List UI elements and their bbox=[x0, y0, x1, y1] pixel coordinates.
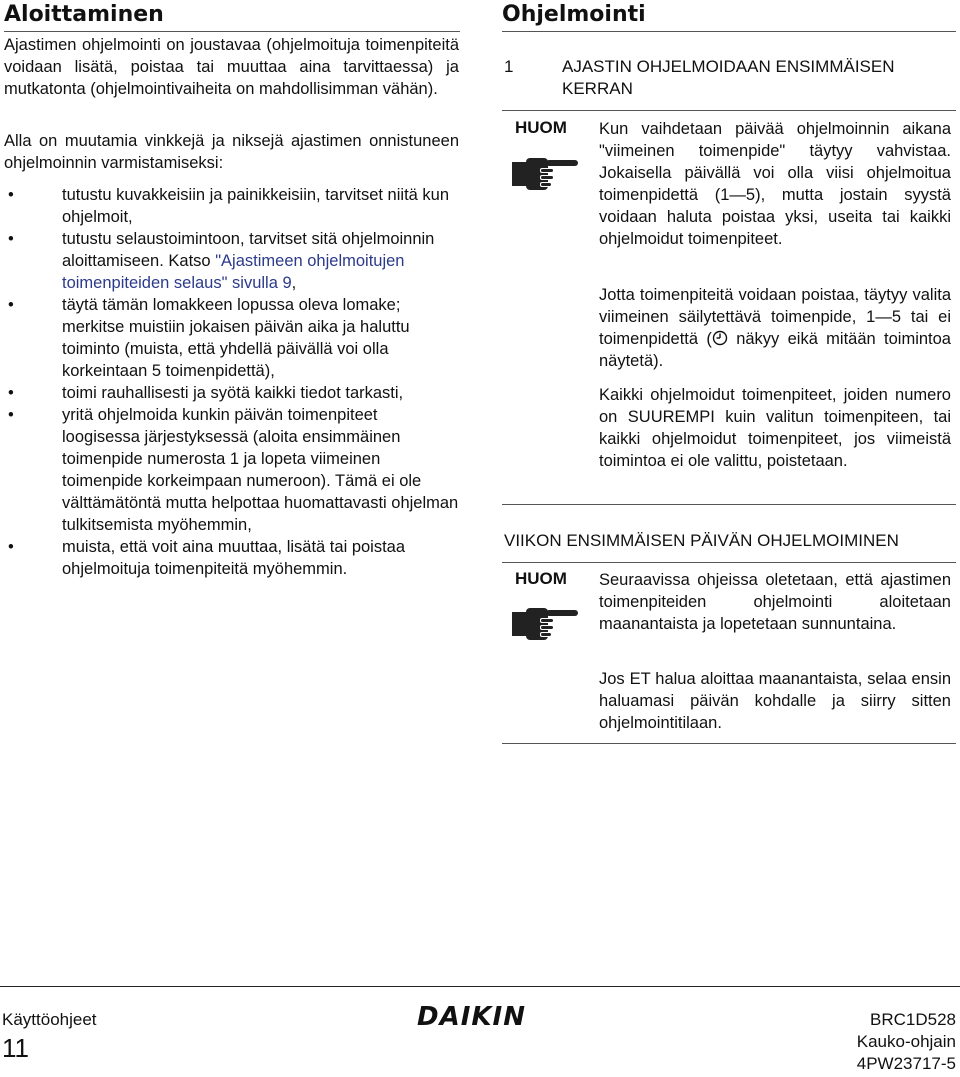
note1-label: HUOM bbox=[515, 118, 567, 137]
section-title-aloittaminen: Aloittaminen bbox=[4, 2, 164, 27]
tips-list-item: • tutustu selaustoimintoon, tarvitset sitä ohjelmoinnin aloittamiseen. Katso "Ajastimeen ohjelmoitujen toimenpiteiden selaus" sivulla 9, bbox=[8, 230, 435, 292]
note1-top-rule bbox=[502, 110, 956, 111]
footer-rule bbox=[0, 986, 960, 987]
title-rule-right bbox=[502, 31, 956, 32]
daikin-logo: DAIKIN bbox=[417, 1002, 526, 1032]
tips-list-item: • yritä ohjelmoida kunkin päivän toimenpiteet loogisessa järjestyksessä (aloita ensimmäinen toimenpide numerosta 1 ja lopeta viimeinen toimenpide korkeimpaan numeroon). Tämä ei ole välttämätöntä mutta helpottaa huomattavasti ohjelman tulkitsemista myöhemmin, bbox=[8, 406, 459, 534]
note2-bottom-rule bbox=[502, 743, 956, 744]
tips-list-item: • muista, että voit aina muuttaa, lisätä tai poistaa ohjelmoituja toimenpiteitä myöhemmin. bbox=[8, 538, 406, 578]
footer-model: BRC1D528 bbox=[870, 1010, 956, 1029]
section1-title: AJASTIN OHJELMOIDAAN ENSIMMÄISEN KERRAN bbox=[562, 57, 895, 98]
note1-paragraph-3: Kaikki ohjelmoidut toimenpiteet, joiden numero on SUUREMPI kuin valitun toimenpiteen, tai kaikki ohjelmoidut toimenpiteet, jos viimeistä toimintoa ei ole valittu, poistetaan. bbox=[599, 386, 951, 470]
section2-title: VIIKON ENSIMMÄISEN PÄIVÄN OHJELMOIMINEN bbox=[504, 531, 899, 550]
intro-paragraph-2: Alla on muutamia vinkkejä ja niksejä ajastimen onnistuneen ohjelmoinnin varmistamiseksi: bbox=[4, 132, 459, 172]
footer-code: 4PW23717-5 bbox=[856, 1054, 956, 1073]
note1-bottom-rule bbox=[502, 504, 956, 505]
section1-number: 1 bbox=[504, 57, 514, 76]
note1-paragraph-1: Kun vaihdetaan päivää ohjelmoinnin aikana "viimeinen toimenpide" täytyy vahvistaa. Jokaisella päivällä voi olla viisi ohjelmoitua toimenpidettä (1—5), mutta jostain syystä voidaan haluta poistaa yksi, useita tai kaikki ohjelmoidut toimenpiteet. bbox=[599, 120, 951, 248]
tips-list bbox=[8, 184, 459, 580]
section-title-ohjelmointi: Ohjelmointi bbox=[502, 2, 646, 27]
note2-top-rule bbox=[502, 562, 956, 563]
intro-paragraph-1: Ajastimen ohjelmointi on joustavaa (ohjelmoituja toimenpiteitä voidaan lisätä, poistaa tai muuttaa aina tarvittaessa) ja mutkatonta (ohjelmointivaiheita on mahdollisimman vähän). bbox=[4, 36, 459, 98]
tips-list-item: • tutustu kuvakkeisiin ja painikkeisiin, tarvitset niitä kun ohjelmoit, bbox=[8, 186, 450, 226]
footer-page-number: 11 bbox=[2, 1033, 29, 1063]
footer-product: Kauko-ohjain bbox=[856, 1032, 956, 1051]
note2-paragraph-1: Seuraavissa ohjeissa oletetaan, että ajastimen toimenpiteiden ohjelmointi aloitetaan maanantaista ja lopetetaan sunnuntaina. bbox=[599, 571, 951, 633]
note2-paragraph-2: Jos ET halua aloittaa maanantaista, selaa ensin haluamasi päivän kohdalle ja siirry sitten ohjelmointitilaan. bbox=[599, 670, 951, 732]
clock-icon bbox=[712, 330, 728, 346]
tips-list-item: • toimi rauhallisesti ja syötä kaikki tiedot tarkasti, bbox=[8, 384, 404, 402]
pointing-hand-icon bbox=[510, 600, 580, 644]
title-rule-left bbox=[4, 31, 460, 32]
footer-doc-type: Käyttöohjeet bbox=[2, 1010, 97, 1029]
note1-paragraph-2: Jotta toimenpiteitä voidaan poistaa, täytyy valita viimeinen säilytettävä toimenpide, 1—5 tai ei toimenpidettä ( näkyy eikä mitään toimintoa näytetä). bbox=[599, 286, 951, 370]
browse-section-link[interactable]: "Ajastimeen ohjelmoitujen toimenpiteiden selaus" sivulla 9 bbox=[62, 252, 405, 292]
note2-label: HUOM bbox=[515, 569, 567, 588]
pointing-hand-icon bbox=[510, 150, 580, 194]
tips-list-item: • täytä tämän lomakkeen lopussa oleva lomake; merkitse muistiin jokaisen päivän aika ja haluttu toiminto (muista, että yhdellä päivällä voi olla korkeintaan 5 toimenpidettä), bbox=[8, 296, 410, 380]
